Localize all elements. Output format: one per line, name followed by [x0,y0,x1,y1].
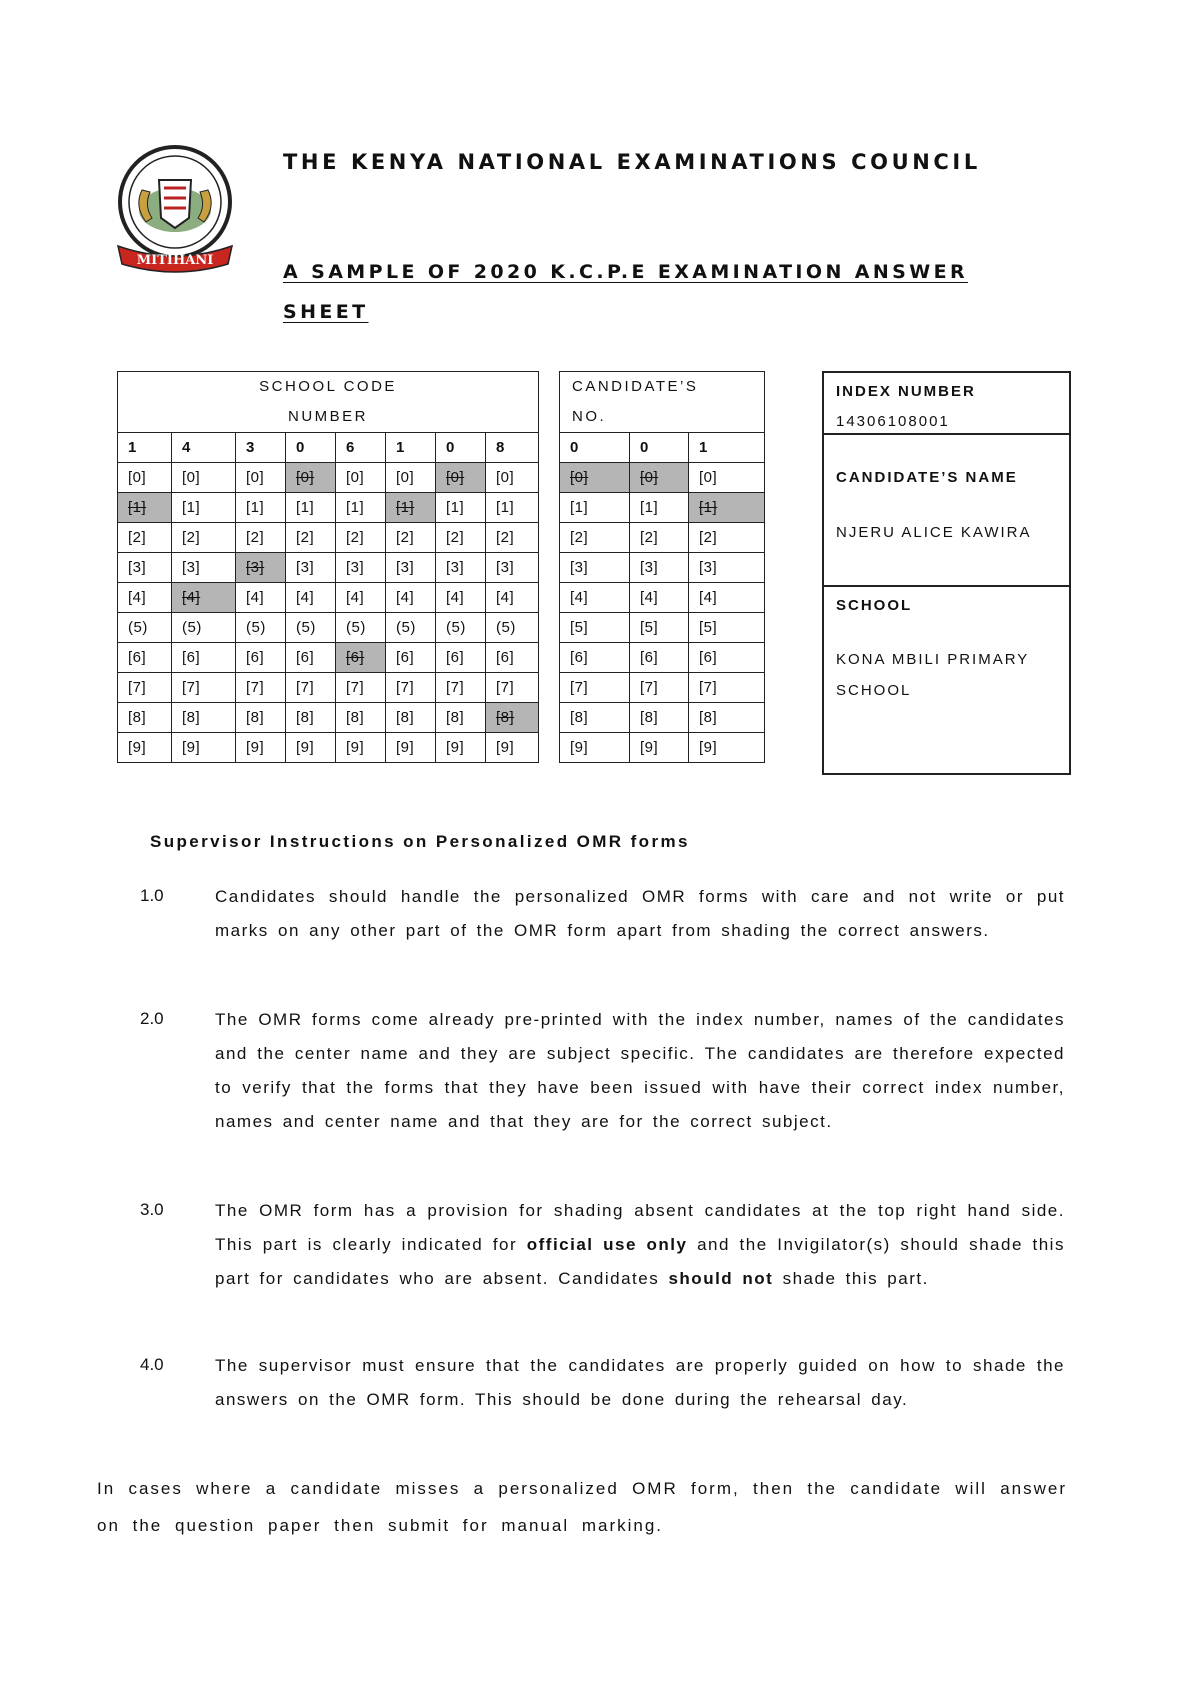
school-bubble[interactable]: [8] [436,703,486,733]
school-bubble[interactable]: [8] [172,703,236,733]
candidate-bubble[interactable]: [7] [560,673,630,703]
school-digit: 0 [286,433,336,463]
school-bubble[interactable]: [6] [436,643,486,673]
school-bubble[interactable]: [3] [436,553,486,583]
candidate-bubble[interactable]: [6] [560,643,630,673]
candidate-bubble[interactable]: [3] [630,553,689,583]
candidate-name-label: CANDIDATE’S NAME [836,469,1018,486]
school-digit: 8 [486,433,539,463]
school-bubble[interactable]: [6] [172,643,236,673]
school-bubble[interactable]: [8] [118,703,172,733]
school-bubble[interactable]: [3] [172,553,236,583]
school-digit: 1 [118,433,172,463]
school-bubble[interactable]: [8] [486,703,539,733]
page-title: THE KENYA NATIONAL EXAMINATIONS COUNCIL [283,150,981,174]
candidate-bubble[interactable]: [8] [689,703,765,733]
school-digit: 6 [336,433,386,463]
instruction-text: The supervisor must ensure that the candidates are properly guided on how to shade the answers on the OMR form. This should be done during the rehearsal day. [215,1356,1065,1409]
school-bubble[interactable]: [1] [236,493,286,523]
candidate-bubble[interactable]: [9] [560,733,630,763]
school-bubble[interactable]: [7] [172,673,236,703]
instruction-text: Candidates should handle the personalized OMR forms with care and not write or put marks on any other part of the OMR form apart from shading the correct answers. [215,887,1065,940]
school-bubble[interactable]: [7] [286,673,336,703]
school-bubble[interactable]: [7] [236,673,286,703]
candidate-name-value: NJERU ALICE KAWIRA [836,524,1032,541]
candidate-bubble[interactable]: [0] [630,463,689,493]
school-bubble[interactable]: [2] [118,523,172,553]
candidate-bubble[interactable]: [6] [630,643,689,673]
school-bubble[interactable]: [9] [386,733,436,763]
candidate-number-table [559,371,765,763]
instruction-item [140,880,1065,948]
school-bubble[interactable]: [7] [436,673,486,703]
candidate-bubble[interactable]: [0] [560,463,630,493]
candidate-bubble[interactable]: [1] [560,493,630,523]
should-not-emphasis: should not [668,1269,774,1288]
school-bubble[interactable]: [2] [172,523,236,553]
candidate-bubble[interactable]: [6] [689,643,765,673]
candidate-bubble[interactable]: [0] [689,463,765,493]
school-bubble[interactable]: [8] [386,703,436,733]
school-bubble[interactable]: [4] [486,583,539,613]
school-bubble[interactable]: [4] [436,583,486,613]
school-bubble[interactable]: [2] [436,523,486,553]
candidate-bubble[interactable]: [4] [630,583,689,613]
school-value: KONA MBILI PRIMARY SCHOOL [836,651,1029,699]
school-bubble[interactable]: [8] [286,703,336,733]
school-bubble[interactable]: [1] [286,493,336,523]
candidate-bubble[interactable]: [9] [630,733,689,763]
school-bubble[interactable]: [0] [486,463,539,493]
school-bubble[interactable]: [3] [386,553,436,583]
school-bubble[interactable]: [2] [286,523,336,553]
candidate-bubble[interactable]: [2] [560,523,630,553]
school-bubble[interactable]: (5) [172,613,236,643]
instruction-text: The OMR form has a provision for shading absent candidates at the top right hand side. This part is clearly indicated for official use only and the Invigilator(s) should shade this part for candidates who are absent. Candidates should not shade this part. [215,1201,1065,1288]
school-bubble[interactable]: [9] [486,733,539,763]
school-bubble[interactable]: [9] [118,733,172,763]
school-bubble[interactable]: [1] [486,493,539,523]
school-digit: 0 [436,433,486,463]
school-bubble[interactable]: [8] [236,703,286,733]
candidate-digit: 0 [560,433,630,463]
instruction-number: 2.0 [140,1009,164,1028]
instruction-number: 3.0 [140,1200,164,1219]
school-bubble[interactable]: [9] [172,733,236,763]
school-digit: 4 [172,433,236,463]
school-bubble[interactable]: [6] [486,643,539,673]
school-bubble[interactable]: [1] [386,493,436,523]
school-bubble[interactable]: [7] [386,673,436,703]
instruction-item [140,1349,1065,1417]
school-bubble[interactable]: (5) [118,613,172,643]
candidate-bubble[interactable]: [8] [630,703,689,733]
school-bubble[interactable]: [1] [118,493,172,523]
candidate-bubble[interactable]: [2] [630,523,689,553]
candidate-bubble[interactable]: [5] [560,613,630,643]
school-bubble[interactable]: (5) [286,613,336,643]
school-bubble[interactable]: (5) [386,613,436,643]
candidate-digit: 0 [630,433,689,463]
school-bubble[interactable]: [3] [236,553,286,583]
index-number-label: INDEX NUMBER [836,383,976,400]
school-digit: 1 [386,433,436,463]
school-bubble[interactable]: [0] [118,463,172,493]
official-use-only-emphasis: official use only [526,1235,688,1254]
school-section [824,587,1069,773]
school-digit: 3 [236,433,286,463]
school-bubble[interactable]: (5) [336,613,386,643]
school-bubble[interactable]: [1] [336,493,386,523]
school-bubble[interactable]: [0] [436,463,486,493]
school-code-header: SCHOOL CODE NUMBER [118,372,539,433]
school-bubble[interactable]: [3] [336,553,386,583]
candidate-number-header: CANDIDATE’S NO. [560,372,765,433]
school-label: SCHOOL [836,597,913,614]
school-bubble[interactable]: [6] [286,643,336,673]
instruction-text: The OMR forms come already pre-printed with the index number, names of the candidates and the center name and they are subject specific. The candidates are therefore expected to verify that the forms that they have been issued with have their correct index number, names and center name and that they are for the correct subject. [215,1010,1065,1131]
school-bubble[interactable]: [2] [336,523,386,553]
school-bubble[interactable]: [2] [486,523,539,553]
candidate-bubble[interactable]: [1] [630,493,689,523]
candidate-bubble[interactable]: [3] [560,553,630,583]
school-bubble[interactable]: [6] [236,643,286,673]
school-bubble[interactable]: [9] [336,733,386,763]
school-bubble[interactable]: [3] [286,553,336,583]
school-bubble[interactable]: [4] [336,583,386,613]
instructions-title: Supervisor Instructions on Personalized OMR forms [150,832,690,851]
school-bubble[interactable]: [4] [386,583,436,613]
school-bubble[interactable]: [4] [118,583,172,613]
school-bubble[interactable]: [3] [486,553,539,583]
index-number-section [824,373,1069,435]
school-bubble[interactable]: [0] [286,463,336,493]
candidate-bubble[interactable]: [4] [689,583,765,613]
school-bubble[interactable]: [8] [336,703,386,733]
school-bubble[interactable]: [2] [386,523,436,553]
school-bubble[interactable]: [1] [436,493,486,523]
logo-text: MITIHANI [136,253,214,268]
candidate-bubble[interactable]: [3] [689,553,765,583]
school-bubble[interactable]: [4] [236,583,286,613]
school-bubble[interactable]: [6] [386,643,436,673]
instruction-item [140,1003,1065,1139]
school-bubble[interactable]: [2] [236,523,286,553]
school-code-table [117,371,539,763]
school-bubble[interactable]: [7] [336,673,386,703]
candidate-bubble[interactable]: [5] [689,613,765,643]
school-bubble[interactable]: [6] [118,643,172,673]
school-bubble[interactable]: [7] [118,673,172,703]
candidate-bubble[interactable]: [5] [630,613,689,643]
candidate-bubble[interactable]: [2] [689,523,765,553]
school-bubble[interactable]: [7] [486,673,539,703]
instruction-number: 1.0 [140,886,164,905]
school-bubble[interactable]: [0] [336,463,386,493]
school-bubble[interactable]: [6] [336,643,386,673]
candidate-bubble[interactable]: [7] [630,673,689,703]
school-bubble[interactable]: [0] [172,463,236,493]
school-bubble[interactable]: (5) [436,613,486,643]
index-number-value: 14306108001 [836,413,950,430]
school-bubble[interactable]: [4] [172,583,236,613]
school-bubble[interactable]: [0] [386,463,436,493]
candidate-digit: 1 [689,433,765,463]
instruction-number: 4.0 [140,1355,164,1374]
candidate-bubble[interactable]: [7] [689,673,765,703]
closing-note: In cases where a candidate misses a personalized OMR form, then the candidate will answer on the question paper then submit for manual marking. [97,1479,1067,1535]
candidate-name-section [824,435,1069,587]
candidate-info-box [822,371,1071,775]
instruction-item [140,1194,1065,1296]
school-bubble[interactable]: [3] [118,553,172,583]
school-bubble[interactable]: [9] [286,733,336,763]
school-bubble[interactable]: (5) [486,613,539,643]
candidate-bubble[interactable]: [9] [689,733,765,763]
school-bubble[interactable]: (5) [236,613,286,643]
candidate-bubble[interactable]: [1] [689,493,765,523]
school-bubble[interactable]: [9] [236,733,286,763]
candidate-bubble[interactable]: [4] [560,583,630,613]
school-bubble[interactable]: [4] [286,583,336,613]
school-bubble[interactable]: [9] [436,733,486,763]
knec-crest-icon [112,140,238,274]
page-subtitle: A SAMPLE OF 2020 K.C.P.E EXAMINATION ANSWER SHEET [283,261,969,323]
candidate-bubble[interactable]: [8] [560,703,630,733]
school-bubble[interactable]: [1] [172,493,236,523]
school-bubble[interactable]: [0] [236,463,286,493]
